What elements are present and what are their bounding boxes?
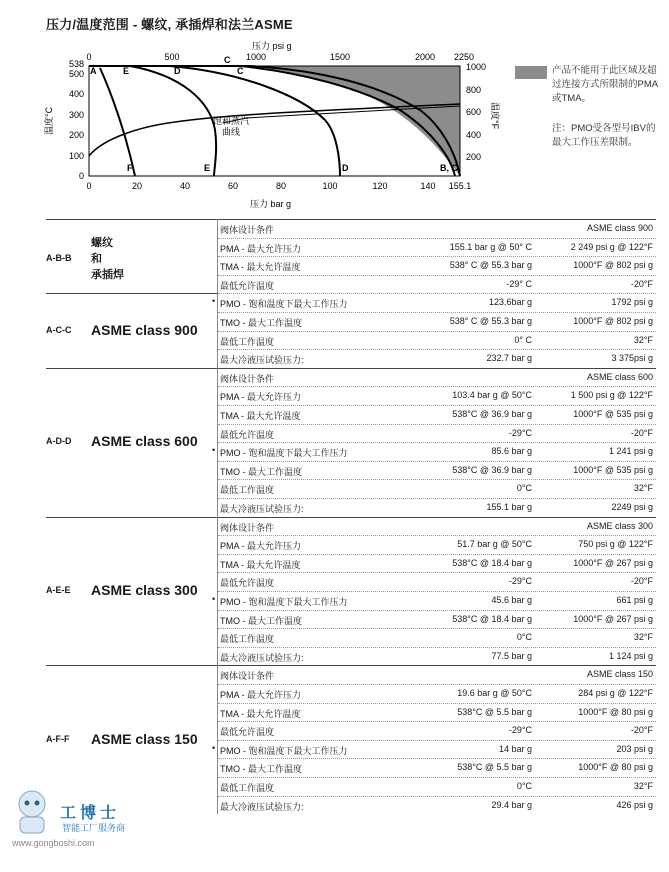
- row-label: PMO - 饱和温度下最大工作压力: [220, 448, 348, 459]
- row-imperial-value: -20°F: [630, 576, 653, 587]
- robot-mascot-icon: [10, 788, 54, 836]
- row-label: 最低工作温度: [220, 485, 275, 496]
- note-text: 注：PMO受各型号IBV的最大工作压差限制。: [552, 123, 656, 148]
- row-metric-value: -29°C: [508, 427, 532, 438]
- row-label: 最大冷液压试验压力:: [220, 652, 304, 663]
- section-code: A-F-F: [46, 733, 70, 744]
- section-title: ASME class 150: [91, 730, 198, 747]
- row-metric-value: 103.4 bar g @ 50°C: [452, 390, 532, 401]
- spec-row: [218, 368, 656, 386]
- row-imperial-value: -20°F: [630, 427, 653, 438]
- curve-label-b-top: C: [224, 55, 231, 65]
- row-imperial-value: 1000°F @ 535 psi g: [573, 464, 653, 475]
- row-metric-value: 0°C: [516, 632, 532, 643]
- row-metric-value: 155.1 bar g: [486, 502, 532, 512]
- row-metric-value: -29° C: [506, 278, 532, 289]
- row-imperial-value: 750 psi g @ 122°F: [578, 539, 653, 550]
- row-metric-value: 51.7 bar g @ 50°C: [457, 539, 532, 550]
- row-label: TMO - 最大工作温度: [220, 466, 302, 477]
- row-bullet: •: [212, 742, 216, 753]
- top-axis-label: 压力 psi g: [252, 41, 292, 51]
- spec-row: [218, 554, 656, 572]
- spec-row: [218, 628, 656, 646]
- row-imperial-value: 32°F: [633, 483, 653, 494]
- bottom-tick: 155.1: [448, 181, 472, 191]
- spec-row: [218, 405, 656, 423]
- spec-row: [218, 461, 656, 479]
- spec-row: [218, 331, 656, 349]
- row-label: 最低允许温度: [220, 280, 275, 291]
- watermark-subtitle: 智能工厂服务商: [62, 823, 126, 833]
- row-imperial-value: ASME class 150: [586, 669, 653, 680]
- spec-row: [218, 219, 656, 237]
- bottom-tick: 40: [179, 181, 191, 191]
- spec-row: [218, 684, 656, 702]
- spec-row: [218, 498, 656, 516]
- row-metric-value: 538°C @ 18.4 bar g: [452, 557, 532, 568]
- row-imperial-value: 1000°F @ 267 psi g: [573, 557, 653, 568]
- row-imperial-value: 1000°F @ 535 psi g: [573, 409, 653, 419]
- section-code: A-D-D: [46, 436, 72, 447]
- spec-row: [218, 703, 656, 721]
- spec-row: [218, 610, 656, 628]
- spec-row: [212, 740, 656, 758]
- curve-e-class300: [130, 66, 216, 176]
- row-imperial-value: 1000°F @ 802 psi g: [573, 260, 653, 271]
- row-metric-value: 77.5 bar g: [491, 650, 532, 661]
- row-label: TMA - 最大允许温度: [220, 559, 301, 570]
- spec-row: [218, 479, 656, 497]
- row-metric-value: 538° C @ 55.3 bar g: [449, 260, 532, 271]
- spec-row: [218, 238, 656, 256]
- spec-row: [212, 591, 656, 609]
- curve-d-class600: [170, 66, 340, 176]
- top-tick: 2250: [453, 52, 475, 62]
- row-label: 阀体设计条件: [220, 671, 275, 682]
- spec-row: [218, 758, 656, 776]
- row-metric-value: 538°C @ 36.9 bar g: [452, 409, 532, 419]
- row-imperial-value: 203 psi g: [616, 743, 653, 754]
- bottom-tick: 140: [420, 181, 436, 191]
- row-metric-value: 45.6 bar g: [491, 595, 532, 605]
- row-label: 阀体设计条件: [220, 522, 275, 533]
- row-imperial-value: 3 375psi g: [611, 353, 653, 364]
- row-label: 阀体设计条件: [220, 225, 275, 235]
- spec-row: [218, 424, 656, 442]
- row-bullet: •: [212, 594, 216, 604]
- bottom-tick: 60: [227, 181, 239, 191]
- row-imperial-value: 284 psi g @ 122°F: [578, 688, 653, 698]
- row-label: 最低工作温度: [220, 336, 275, 347]
- watermark-name: 工博士: [60, 805, 121, 822]
- section-title: ASME class 300: [91, 582, 198, 598]
- top-tick: 500: [164, 52, 180, 62]
- curve-label-f: F: [127, 163, 133, 173]
- row-label: TMA - 最大允许温度: [220, 262, 301, 273]
- bottom-tick: 80: [275, 181, 287, 191]
- spec-row: [212, 293, 656, 311]
- row-imperial-value: 426 psi g: [616, 799, 653, 810]
- section-title: ASME class 900: [91, 321, 198, 338]
- bottom-tick: 100: [322, 181, 338, 191]
- steam-label-line1: 饱和蒸汽: [213, 116, 250, 126]
- row-metric-value: 0° C: [514, 334, 532, 345]
- row-metric-value: 19.6 bar g @ 50°C: [457, 688, 532, 698]
- section-title-line: 承插焊: [91, 269, 124, 281]
- row-label: 最大冷液压试验压力:: [220, 801, 304, 812]
- row-label: 阀体设计条件: [220, 373, 275, 384]
- row-imperial-value: 2249 psi g: [611, 502, 653, 512]
- section-code: A-E-E: [46, 585, 71, 595]
- bottom-tick: 120: [372, 181, 388, 191]
- row-label: PMO - 饱和温度下最大工作压力: [220, 597, 348, 607]
- section-code: A-B-B: [46, 253, 72, 263]
- row-bullet: •: [212, 296, 216, 307]
- row-imperial-value: 1 500 psi g @ 122°F: [570, 390, 653, 401]
- bottom-tick: 0: [86, 181, 92, 191]
- row-imperial-value: 1792 psi g: [611, 297, 653, 308]
- top-tick: 1500: [329, 52, 351, 62]
- row-bullet: •: [212, 445, 216, 456]
- curve-label-d-bottom: D: [342, 163, 349, 173]
- row-label: 最大冷液压试验压力:: [220, 504, 304, 514]
- left-tick: 0: [78, 171, 84, 181]
- row-metric-value: 538°C @ 18.4 bar g: [452, 613, 532, 624]
- curve-f-class150: [100, 68, 135, 176]
- spec-row: [218, 721, 656, 739]
- watermark-logo: [10, 788, 140, 858]
- left-tick: 200: [68, 130, 84, 140]
- left-tick: 300: [68, 110, 84, 120]
- left-axis-label: 温度°C: [44, 106, 54, 135]
- top-tick: 0: [86, 52, 92, 62]
- row-imperial-value: -20°F: [630, 278, 653, 289]
- row-metric-value: 538° C @ 55.3 bar g: [449, 316, 532, 326]
- row-label: TMO - 最大工作温度: [220, 764, 302, 775]
- section-divider: [46, 665, 656, 666]
- right-tick: 400: [466, 130, 482, 140]
- curve-label-e-top: E: [123, 66, 130, 76]
- spec-row: [212, 442, 656, 460]
- section-divider: [46, 293, 218, 294]
- row-imperial-value: 1 241 psi g: [608, 446, 653, 457]
- row-label: 最低工作温度: [220, 783, 275, 793]
- curve-label-d-top: D: [174, 66, 181, 76]
- steam-label-line2: 曲线: [222, 127, 241, 137]
- pressure-temperature-chart: [0, 0, 669, 215]
- section-divider: [46, 368, 656, 369]
- top-tick: 1000: [245, 52, 267, 62]
- shaded-legend-text: 产品不能用于此区域及超过连接方式所限制的PMA或TMA。: [552, 65, 659, 104]
- row-metric-value: 29.4 bar g: [491, 799, 532, 810]
- watermark-url: www.gongboshi.com: [12, 838, 95, 848]
- bottom-tick: 20: [131, 181, 143, 191]
- bottom-axis-label: 压力 bar g: [250, 199, 292, 209]
- left-tick: 400: [68, 89, 84, 99]
- section-title: [91, 235, 124, 283]
- row-metric-value: -29°C: [508, 576, 532, 587]
- row-label: TMO - 最大工作温度: [220, 318, 302, 328]
- spec-row: [218, 312, 656, 330]
- row-imperial-value: 1 124 psi g: [608, 650, 653, 661]
- row-imperial-value: ASME class 300: [586, 520, 653, 531]
- row-metric-value: 14 bar g: [498, 743, 532, 754]
- page-title: 压力/温度范围 - 螺纹, 承插焊和法兰ASME: [46, 17, 293, 32]
- row-label: PMA - 最大允许压力: [220, 392, 302, 403]
- label-column-divider: [217, 219, 218, 814]
- curve-label-a: A: [90, 66, 97, 76]
- row-label: TMO - 最大工作温度: [220, 615, 302, 626]
- spec-row: [218, 535, 656, 553]
- row-label: 最低允许温度: [220, 578, 275, 589]
- right-tick: 200: [466, 152, 482, 162]
- section-divider: [46, 219, 656, 220]
- row-label: PMO - 饱和温度下最大工作压力: [220, 299, 348, 310]
- row-label: PMO - 饱和温度下最大工作压力: [220, 745, 348, 756]
- row-metric-value: 538°C @ 5.5 bar g: [457, 762, 532, 773]
- section-code: A-C-C: [46, 324, 72, 335]
- section-title: ASME class 600: [91, 433, 198, 450]
- right-tick: 1000: [466, 62, 487, 72]
- curve-label-e-bottom: E: [204, 163, 211, 173]
- row-metric-value: -29°C: [508, 725, 532, 736]
- spec-row: [218, 796, 656, 814]
- row-imperial-value: 1000°F @ 802 psi g: [573, 316, 653, 326]
- top-tick: 2000: [414, 52, 436, 62]
- row-label: 最低允许温度: [220, 429, 275, 440]
- row-imperial-value: 1000°F @ 80 psi g: [578, 762, 653, 773]
- spec-row: [218, 777, 656, 795]
- spec-row: [218, 665, 656, 683]
- row-imperial-value: -20°F: [630, 725, 653, 736]
- spec-row: [218, 647, 656, 665]
- left-tick: 500: [68, 69, 84, 79]
- row-label: PMA - 最大允许压力: [220, 243, 302, 254]
- right-tick: 800: [466, 85, 482, 95]
- row-imperial-value: 1000°F @ 80 psi g: [578, 706, 653, 717]
- shaded-legend-swatch: [515, 66, 547, 79]
- row-metric-value: 0°C: [516, 483, 532, 494]
- row-label: 最低工作温度: [220, 634, 275, 645]
- row-imperial-value: ASME class 900: [586, 223, 653, 233]
- row-imperial-value: 32°F: [633, 632, 653, 643]
- row-label: PMA - 最大允许压力: [220, 690, 302, 700]
- row-metric-value: 232.7 bar g: [486, 353, 532, 364]
- section-divider: [46, 517, 656, 518]
- row-metric-value: 538°C @ 36.9 bar g: [452, 464, 532, 475]
- row-metric-value: 155.1 bar g @ 50° C: [449, 241, 532, 252]
- curve-label-bc: B, C: [440, 163, 458, 173]
- left-tick: 100: [68, 151, 84, 161]
- row-imperial-value: ASME class 600: [586, 371, 653, 382]
- row-label: 最大冷液压试验压力:: [220, 355, 304, 366]
- right-axis-label: 温度°F: [490, 102, 500, 130]
- row-imperial-value: 1000°F @ 267 psi g: [573, 613, 653, 624]
- row-label: TMA - 最大允许温度: [220, 708, 301, 719]
- right-tick: 600: [466, 107, 482, 117]
- row-imperial-value: 2 249 psi g @ 122°F: [570, 241, 653, 252]
- curve-label-c-top: C: [237, 66, 244, 76]
- row-imperial-value: 32°F: [633, 334, 653, 345]
- row-metric-value: 0°C: [516, 781, 532, 791]
- row-metric-value: 85.6 bar g: [491, 446, 532, 457]
- row-metric-value: 123.6bar g: [488, 297, 532, 308]
- spec-row: [218, 572, 656, 590]
- row-imperial-value: 32°F: [633, 781, 653, 791]
- spec-row: [218, 256, 656, 274]
- spec-row: [218, 517, 656, 535]
- row-imperial-value: 661 psi g: [616, 595, 653, 605]
- spec-row: [218, 386, 656, 404]
- row-label: TMA - 最大允许温度: [220, 411, 301, 421]
- row-metric-value: 538°C @ 5.5 bar g: [457, 706, 532, 717]
- left-tick: 538: [68, 59, 84, 69]
- section-title-line: 和: [91, 253, 102, 265]
- spec-row: [218, 349, 656, 367]
- row-label: 最低允许温度: [220, 727, 275, 738]
- row-label: PMA - 最大允许压力: [220, 541, 302, 552]
- section-title-line: 螺纹: [91, 237, 113, 249]
- spec-row: [218, 275, 656, 293]
